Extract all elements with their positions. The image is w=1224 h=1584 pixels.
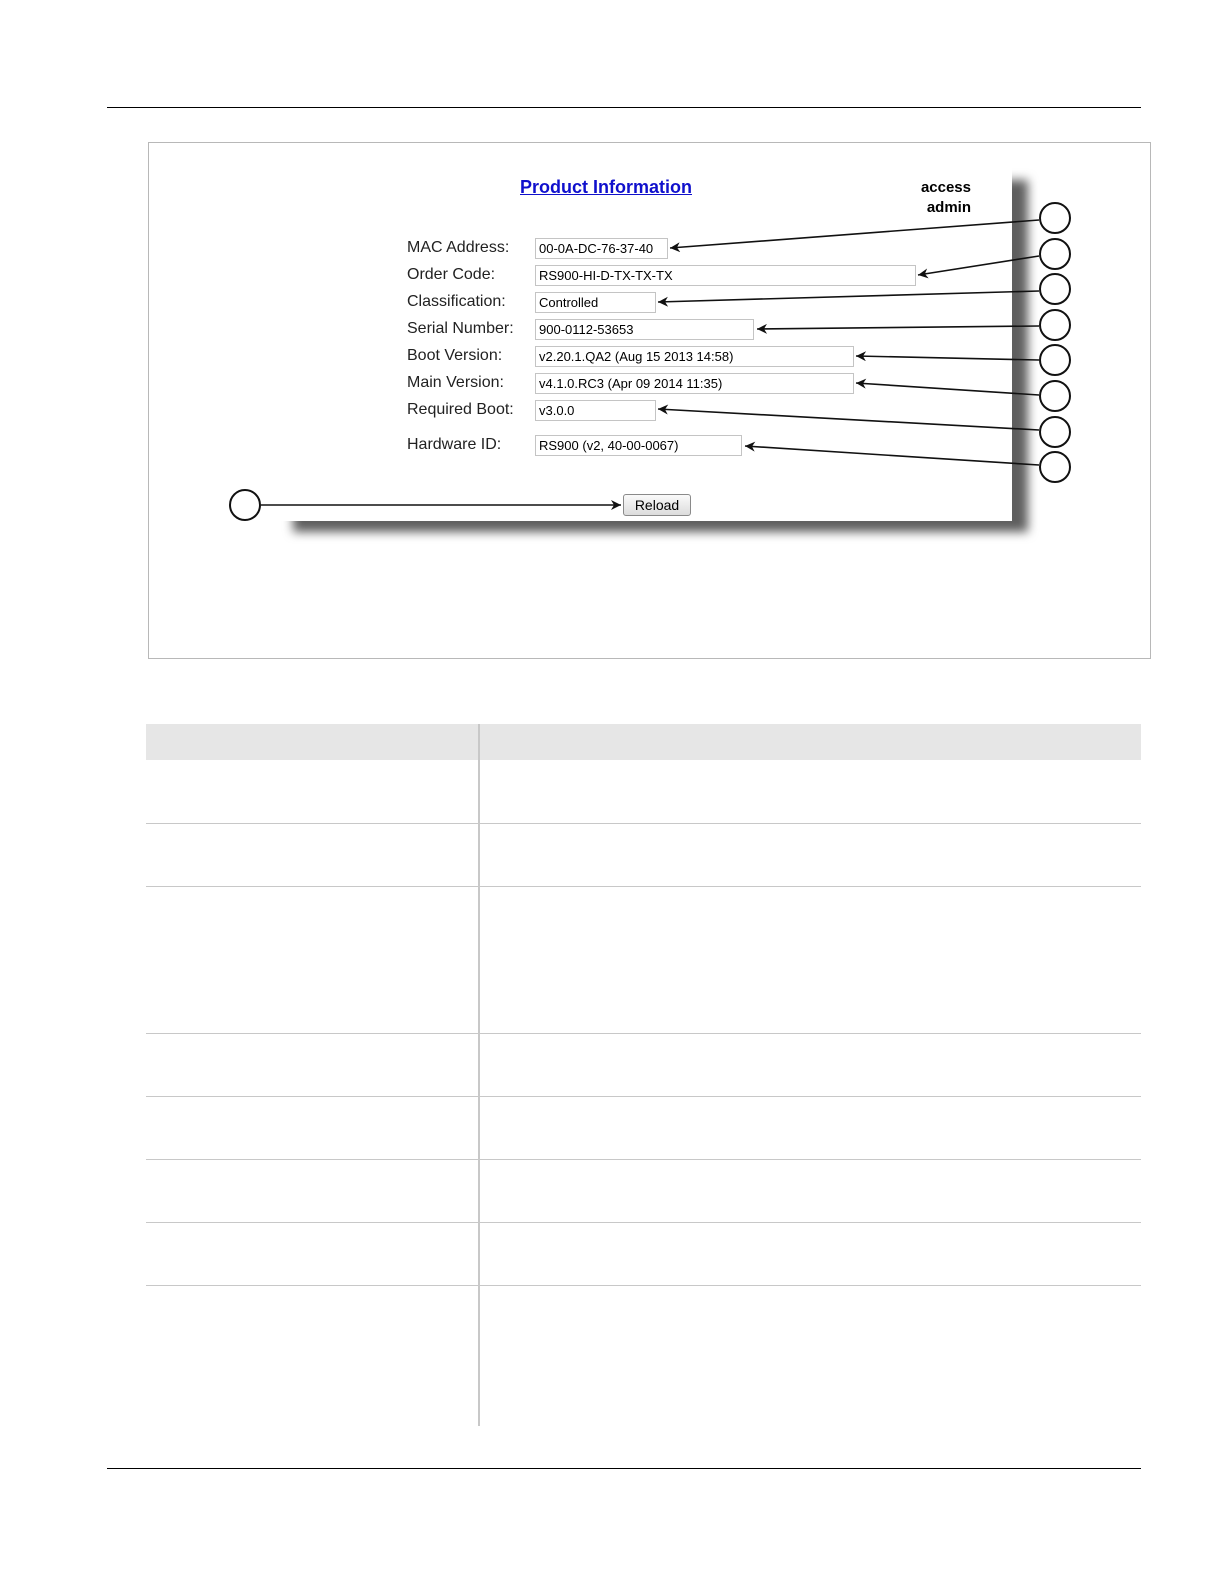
table-cell-parameter bbox=[146, 1096, 479, 1159]
callout-circle-1 bbox=[1039, 202, 1071, 234]
callout-arrow-serial bbox=[757, 326, 1039, 329]
required-boot-label: Required Boot: bbox=[407, 401, 514, 418]
table-header-row bbox=[146, 724, 1141, 760]
table-cell-parameter bbox=[146, 823, 479, 886]
order-code-field[interactable]: RS900-HI-D-TX-TX-TX bbox=[535, 265, 916, 286]
callout-circle-5 bbox=[1039, 344, 1071, 376]
parameters-table bbox=[146, 724, 1141, 1426]
callout-arrow-main-version bbox=[856, 383, 1039, 395]
access-label: access bbox=[920, 179, 971, 196]
table-cell-description bbox=[479, 1159, 1141, 1222]
main-version-field[interactable]: v4.1.0.RC3 (Apr 09 2014 11:35) bbox=[535, 373, 854, 394]
access-level-value: admin bbox=[926, 199, 971, 216]
boot-version-field[interactable]: v2.20.1.QA2 (Aug 15 2013 14:58) bbox=[535, 346, 854, 367]
table-cell-parameter bbox=[146, 1285, 479, 1426]
table-cell-parameter bbox=[146, 1159, 479, 1222]
mac-address-field[interactable]: 00-0A-DC-76-37-40 bbox=[535, 238, 668, 259]
table-row bbox=[146, 1033, 1141, 1096]
page-title[interactable]: Product Information bbox=[520, 177, 692, 197]
callout-circle-7 bbox=[1039, 416, 1071, 448]
table-row bbox=[146, 1285, 1141, 1426]
callout-arrow-hardware-id bbox=[745, 446, 1039, 465]
serial-number-label: Serial Number: bbox=[407, 320, 514, 337]
table-row bbox=[146, 1222, 1141, 1285]
callout-arrow-order-code bbox=[918, 256, 1039, 275]
serial-number-field[interactable]: 900-0112-53653 bbox=[535, 319, 754, 340]
mac-address-label: MAC Address: bbox=[407, 239, 510, 256]
table-header-description bbox=[479, 724, 1141, 760]
table-cell-description bbox=[479, 823, 1141, 886]
table-cell-description bbox=[479, 1222, 1141, 1285]
callout-arrow-boot-version bbox=[856, 356, 1039, 360]
table-cell-description bbox=[479, 1096, 1141, 1159]
table-row bbox=[146, 760, 1141, 823]
table-header-parameter bbox=[146, 724, 479, 760]
callout-circle-4 bbox=[1039, 309, 1071, 341]
callout-circle-3 bbox=[1039, 273, 1071, 305]
callout-arrow-mac bbox=[670, 220, 1039, 248]
boot-version-label: Boot Version: bbox=[407, 347, 503, 364]
table-cell-parameter bbox=[146, 1222, 479, 1285]
table-row bbox=[146, 823, 1141, 886]
table-cell-parameter bbox=[146, 886, 479, 1033]
required-boot-field[interactable]: v3.0.0 bbox=[535, 400, 656, 421]
callout-circle-6 bbox=[1039, 380, 1071, 412]
classification-field[interactable]: Controlled bbox=[535, 292, 656, 313]
table-cell-parameter bbox=[146, 1033, 479, 1096]
reload-button[interactable]: Reload bbox=[623, 494, 691, 516]
table-row bbox=[146, 886, 1141, 1033]
table-cell-description bbox=[479, 760, 1141, 823]
hardware-id-field[interactable]: RS900 (v2, 40-00-0067) bbox=[535, 435, 742, 456]
footer-rule bbox=[107, 1468, 1141, 1469]
callout-arrow-classification bbox=[658, 291, 1039, 302]
callout-circle-8 bbox=[1039, 451, 1071, 483]
table-cell-parameter bbox=[146, 760, 479, 823]
main-version-label: Main Version: bbox=[407, 374, 504, 391]
order-code-label: Order Code: bbox=[407, 266, 496, 283]
classification-label: Classification: bbox=[407, 293, 506, 310]
hardware-id-label: Hardware ID: bbox=[407, 436, 502, 453]
table-cell-description bbox=[479, 886, 1141, 1033]
callout-circle-reload bbox=[229, 489, 261, 521]
callout-circle-2 bbox=[1039, 238, 1071, 270]
table-row bbox=[146, 1096, 1141, 1159]
callout-arrow-required-boot bbox=[658, 409, 1039, 430]
table-cell-description bbox=[479, 1033, 1141, 1096]
table-row bbox=[146, 1159, 1141, 1222]
table-cell-description bbox=[479, 1285, 1141, 1426]
